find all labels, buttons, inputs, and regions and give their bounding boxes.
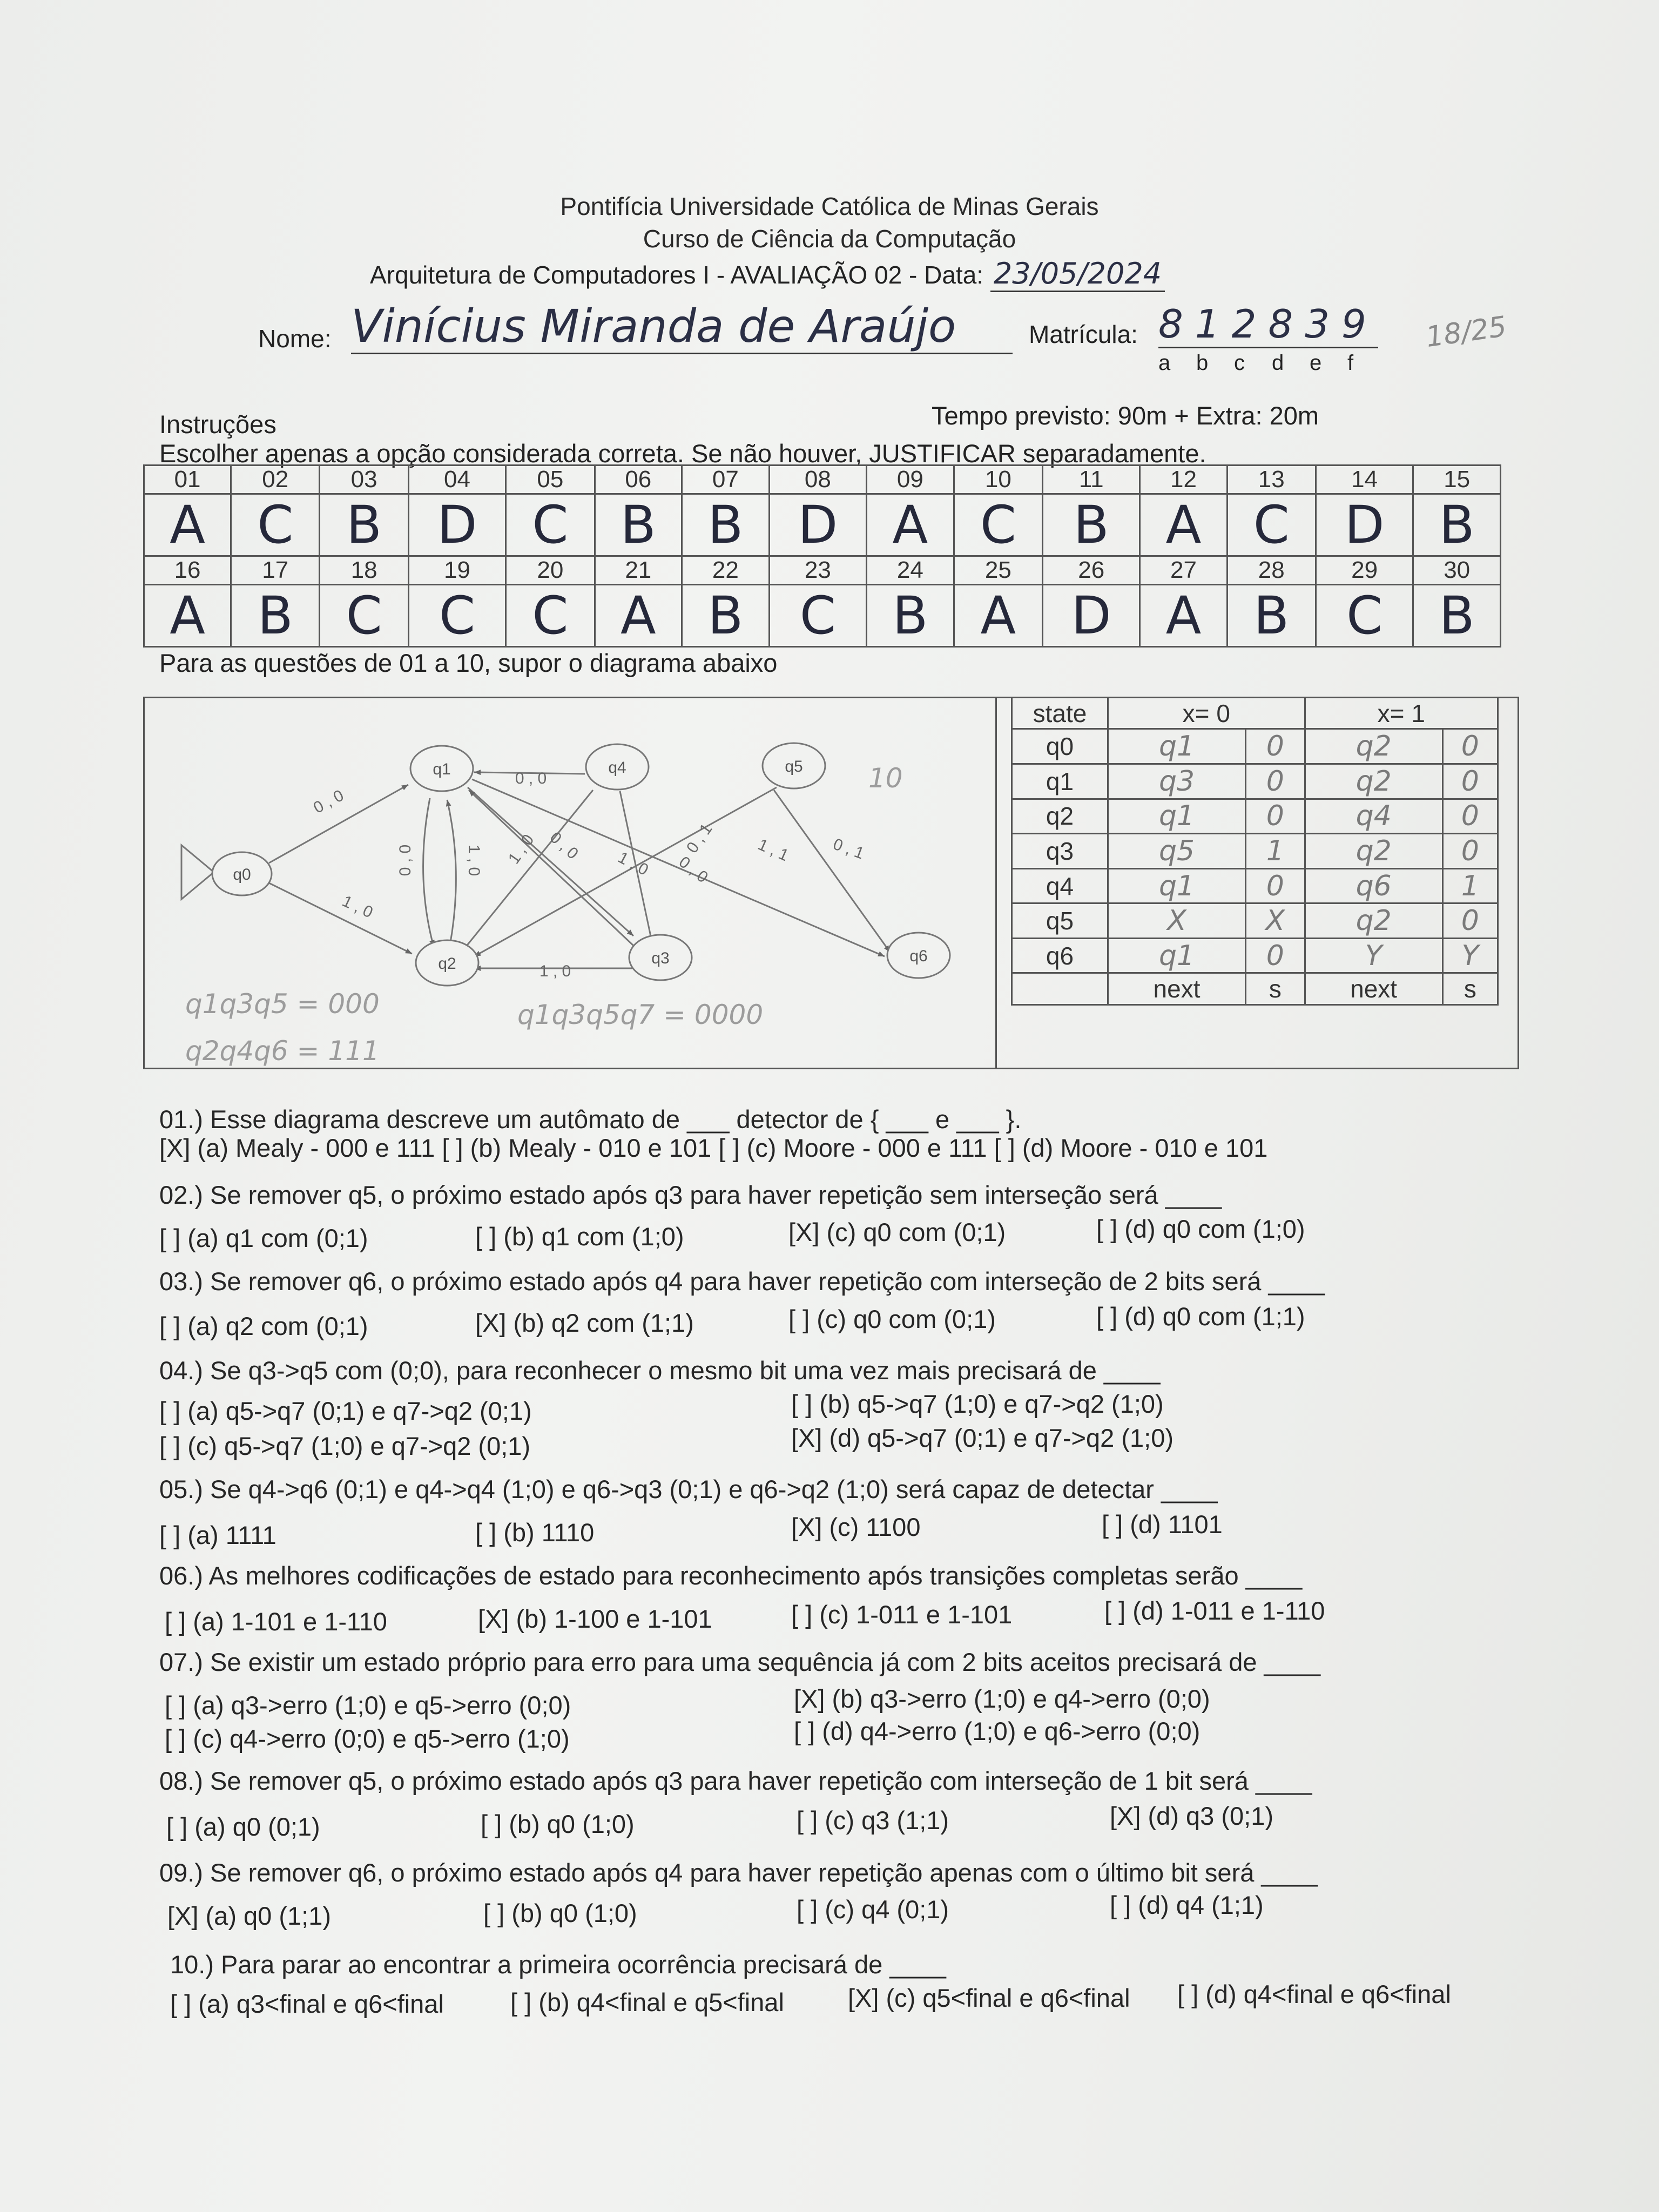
- output-cell: 0: [1246, 764, 1305, 799]
- table-header: x= 1: [1305, 698, 1498, 729]
- output-cell: 0: [1246, 799, 1305, 834]
- table-footer: next: [1108, 973, 1246, 1005]
- edge-label: 1 , 0: [339, 892, 376, 922]
- output-cell: Y: [1442, 938, 1498, 973]
- answer-cell: C: [506, 585, 595, 647]
- state-label: q1: [433, 760, 451, 778]
- question-number: 23: [769, 556, 866, 585]
- question-option[interactable]: [ ] (b) q1 com (1;0): [475, 1222, 684, 1251]
- question-option[interactable]: [X] (a) q0 (1;1): [167, 1901, 331, 1930]
- answer-cell: B: [867, 585, 954, 647]
- state-label: q4: [608, 759, 626, 777]
- question-option[interactable]: [ ] (d) q4->erro (1;0) e q6->erro (0;0): [794, 1717, 1201, 1745]
- question-number: 11: [1042, 466, 1139, 494]
- table-row: [1012, 938, 1498, 973]
- question-number: 12: [1140, 466, 1227, 494]
- question-number: 24: [867, 556, 954, 585]
- question-option[interactable]: [X] (c) 1100: [791, 1513, 921, 1541]
- state-cell: q2: [1012, 799, 1108, 834]
- pencil-note: q1q3q5q7 = 0000: [517, 999, 764, 1030]
- question-option[interactable]: [ ] (d) q4<final e q6<final: [1177, 1980, 1451, 2008]
- matricula-letter: a: [1158, 351, 1171, 375]
- state-cell: q4: [1012, 868, 1108, 903]
- question-number: 18: [320, 556, 408, 585]
- next-cell: q1: [1108, 729, 1246, 764]
- answer-cell: A: [867, 494, 954, 556]
- next-cell: q1: [1108, 938, 1246, 973]
- question-number: 28: [1227, 556, 1316, 585]
- question-number: 03: [320, 466, 408, 494]
- question-option[interactable]: [X] (b) q3->erro (1;0) e q4->erro (0;0): [794, 1684, 1210, 1713]
- table-footer-empty: [1012, 973, 1108, 1005]
- output-cell: 0: [1442, 903, 1498, 939]
- question-option[interactable]: [X] (a) Mealy - 000 e 111 [ ] (b) Mealy - 010 e 101 [ ] (c) Moore - 000 e 111 [ ] (d) Moore - 010 e 101: [159, 1134, 1268, 1162]
- question-option[interactable]: [ ] (a) q0 (0;1): [166, 1812, 320, 1841]
- edge-label: 1 , 0: [504, 831, 538, 867]
- question-number: 27: [1140, 556, 1227, 585]
- next-cell: q2: [1305, 764, 1442, 799]
- question-option[interactable]: [ ] (a) q1 com (0;1): [159, 1224, 368, 1252]
- answer-cell: C: [408, 585, 505, 647]
- next-cell: q5: [1108, 834, 1246, 869]
- next-cell: q2: [1305, 729, 1442, 764]
- output-cell: 0: [1442, 764, 1498, 799]
- answer-cell: A: [1140, 494, 1227, 556]
- exam-title-text: Arquitetura de Computadores I - AVALIAÇÃO 02 - Data:: [370, 261, 984, 289]
- answer-cell: C: [231, 494, 320, 556]
- score-note: 18/25: [1424, 310, 1509, 354]
- question-option[interactable]: [ ] (b) q0 (1;0): [483, 1899, 637, 1927]
- question-option[interactable]: [ ] (d) q0 com (1;1): [1096, 1302, 1305, 1331]
- diagram-divider: [995, 697, 997, 1069]
- output-cell: 0: [1442, 834, 1498, 869]
- answer-cell: C: [769, 585, 866, 647]
- question-number: 20: [506, 556, 595, 585]
- answer-cell: B: [682, 494, 770, 556]
- question-option[interactable]: [ ] (b) q0 (1;0): [481, 1810, 635, 1838]
- edge-q5-q6: [774, 790, 890, 952]
- table-header: state: [1012, 698, 1108, 729]
- pencil-note: q2q4q6 = 111: [185, 1035, 380, 1067]
- question-number: 10: [954, 466, 1042, 494]
- next-cell: q2: [1305, 834, 1442, 869]
- question-option[interactable]: [ ] (b) q5->q7 (1;0) e q7->q2 (1;0): [791, 1390, 1164, 1418]
- state-cell: q3: [1012, 834, 1108, 869]
- student-name: Vinícius Miranda de Araújo: [351, 300, 1013, 354]
- edge-label: 0 , 0: [675, 853, 712, 887]
- matricula-letters: [1158, 351, 1385, 375]
- answer-cell: B: [595, 494, 682, 556]
- output-cell: 0: [1442, 729, 1498, 764]
- matricula-letter: c: [1234, 351, 1245, 375]
- state-table: [1011, 697, 1499, 1006]
- state-label: q2: [438, 955, 456, 973]
- matricula-value: 812839: [1158, 301, 1378, 348]
- question-number: 13: [1227, 466, 1316, 494]
- answer-cell: B: [1227, 585, 1316, 647]
- state-cell: q1: [1012, 764, 1108, 799]
- matricula-letter: b: [1196, 351, 1209, 375]
- pencil-note: 10: [868, 763, 903, 794]
- edge-q1-q2: [423, 798, 434, 947]
- table-header: x= 0: [1108, 698, 1305, 729]
- question-text: 06.) As melhores codificações de estado para reconhecimento após transições completas serão ____: [159, 1561, 1303, 1590]
- answer-cell: B: [1413, 494, 1501, 556]
- question-text: 01.) Esse diagrama descreve um autômato de ___ detector de { ___ e ___ }.: [159, 1105, 1022, 1134]
- edge-label: 0 , 1: [831, 835, 867, 863]
- question-option[interactable]: [ ] (a) q3<final e q6<final: [170, 1990, 444, 2018]
- state-cell: q0: [1012, 729, 1108, 764]
- edge-label: 0 , 0: [515, 770, 547, 787]
- question-text: 05.) Se q4->q6 (0;1) e q4->q4 (1;0) e q6->q3 (0;1) e q6->q2 (1;0) será capaz de detectar ____: [159, 1475, 1218, 1503]
- question-text: 03.) Se remover q6, o próximo estado após q4 para haver repetição com interseção de 2 bits será ____: [159, 1267, 1325, 1296]
- course-title: Curso de Ciência da Computação: [643, 225, 1016, 253]
- edge-q0-q2: [269, 883, 412, 954]
- output-cell: 0: [1442, 799, 1498, 834]
- table-footer: s: [1246, 973, 1305, 1005]
- state-label: q5: [785, 758, 803, 775]
- output-cell: 0: [1246, 729, 1305, 764]
- answer-cell: A: [1140, 585, 1227, 647]
- answer-cell: C: [506, 494, 595, 556]
- state-diagram: [145, 698, 994, 1068]
- question-number: 30: [1413, 556, 1501, 585]
- next-cell: q2: [1305, 903, 1442, 939]
- question-option[interactable]: [X] (b) 1-100 e 1-101: [478, 1604, 712, 1633]
- matricula-letter: d: [1272, 351, 1284, 375]
- matricula-label: Matrícula:: [1029, 320, 1138, 348]
- question-number: 05: [506, 466, 595, 494]
- question-text: 08.) Se remover q5, o próximo estado após q3 para haver repetição com interseção de 1 bit será ____: [159, 1766, 1312, 1795]
- question-option[interactable]: [ ] (a) q5->q7 (0;1) e q7->q2 (0;1): [159, 1397, 532, 1425]
- answer-cell: A: [954, 585, 1042, 647]
- question-option[interactable]: [ ] (c) q0 com (0;1): [788, 1305, 996, 1333]
- table-row: [1012, 834, 1498, 869]
- next-cell: q1: [1108, 799, 1246, 834]
- question-number: 02: [231, 466, 320, 494]
- output-cell: 0: [1246, 868, 1305, 903]
- question-option[interactable]: [X] (c) q0 com (0;1): [788, 1218, 1006, 1246]
- answer-cell: D: [769, 494, 866, 556]
- diagram-caption: Para as questões de 01 a 10, supor o diagrama abaixo: [159, 649, 778, 677]
- question-number: 04: [408, 466, 505, 494]
- table-footer: s: [1442, 973, 1498, 1005]
- question-option[interactable]: [ ] (a) 1111: [159, 1521, 276, 1549]
- pencil-note: q1q3q5 = 000: [185, 988, 380, 1020]
- question-option[interactable]: [ ] (c) q4 (0;1): [797, 1895, 949, 1924]
- next-cell: q1: [1108, 868, 1246, 903]
- answer-cell: B: [682, 585, 770, 647]
- table-row: [1012, 903, 1498, 939]
- question-number: 29: [1316, 556, 1413, 585]
- question-text: 10.) Para parar ao encontrar a primeira ocorrência precisará de ____: [170, 1950, 946, 1979]
- table-row: [1012, 764, 1498, 799]
- state-table-footer: [1012, 973, 1498, 1005]
- question-number: 26: [1042, 556, 1139, 585]
- question-option[interactable]: [ ] (a) q2 com (0;1): [159, 1312, 368, 1340]
- answer-cell: B: [320, 494, 408, 556]
- question-number: 21: [595, 556, 682, 585]
- question-number: 19: [408, 556, 505, 585]
- table-footer: next: [1305, 973, 1442, 1005]
- answer-cell: D: [1316, 494, 1413, 556]
- answer-cell: A: [144, 494, 231, 556]
- edge-label: 0 , 0: [546, 828, 582, 863]
- edge-label: 1 , 0: [615, 848, 651, 879]
- state-cell: q6: [1012, 938, 1108, 973]
- question-option[interactable]: [ ] (d) 1101: [1102, 1510, 1223, 1539]
- state-label: q0: [233, 866, 251, 884]
- output-cell: X: [1246, 903, 1305, 939]
- question-option[interactable]: [ ] (d) 1-011 e 1-110: [1104, 1596, 1325, 1625]
- question-option[interactable]: [X] (b) q2 com (1;1): [475, 1309, 694, 1337]
- question-text: 04.) Se q3->q5 com (0;0), para reconhecer o mesmo bit uma vez mais precisará de ____: [159, 1356, 1161, 1385]
- question-option[interactable]: [ ] (a) q3->erro (1;0) e q5->erro (0;0): [165, 1691, 571, 1719]
- question-option[interactable]: [ ] (c) q4->erro (0;0) e q5->erro (1;0): [165, 1724, 570, 1753]
- instructions-text: Escolher apenas a opção considerada correta. Se não houver, JUSTIFICAR separadamente.: [159, 439, 1206, 468]
- question-number: 22: [682, 556, 770, 585]
- output-cell: 0: [1246, 938, 1305, 973]
- output-cell: 1: [1442, 868, 1498, 903]
- table-row: [1012, 729, 1498, 764]
- edge-label: 0 , 1: [683, 820, 716, 857]
- instructions-title: Instruções: [159, 410, 276, 439]
- output-cell: 1: [1246, 834, 1305, 869]
- question-option[interactable]: [ ] (b) q4<final e q5<final: [510, 1988, 784, 2017]
- question-option[interactable]: [X] (d) q3 (0;1): [1110, 1802, 1273, 1830]
- state-table-header: [1012, 698, 1498, 729]
- question-number: 14: [1316, 466, 1413, 494]
- matricula-letter: e: [1310, 351, 1322, 375]
- answer-cell: D: [1042, 585, 1139, 647]
- answer-cell: B: [231, 585, 320, 647]
- university-title: Pontifícia Universidade Católica de Minas Gerais: [560, 192, 1099, 220]
- question-text: 02.) Se remover q5, o próximo estado após q3 para haver repetição sem interseção será ____: [159, 1181, 1222, 1209]
- answer-cell: C: [1227, 494, 1316, 556]
- answer-cell: D: [408, 494, 505, 556]
- matricula-letter: f: [1347, 351, 1354, 375]
- exam-date: 23/05/2024: [990, 257, 1165, 292]
- question-text: 07.) Se existir um estado próprio para erro para uma sequência já com 2 bits aceitos precisará de ____: [159, 1648, 1321, 1676]
- answer-cell: C: [954, 494, 1042, 556]
- question-number: 09: [867, 466, 954, 494]
- question-number: 16: [144, 556, 231, 585]
- answer-cell: C: [320, 585, 408, 647]
- answer-cell: A: [144, 585, 231, 647]
- start-marker: [181, 845, 214, 899]
- edge-label: 1 , 0: [539, 962, 571, 980]
- question-option[interactable]: [ ] (c) q5->q7 (1;0) e q7->q2 (0;1): [159, 1432, 531, 1460]
- question-number: 01: [144, 466, 231, 494]
- question-number: 17: [231, 556, 320, 585]
- edge-label: 0 , 0: [311, 786, 347, 817]
- exam-title: [370, 257, 1165, 291]
- state-label: q3: [651, 949, 670, 967]
- state-label: q6: [909, 947, 928, 965]
- answer-cell: B: [1042, 494, 1139, 556]
- question-text: 09.) Se remover q6, o próximo estado após q4 para haver repetição apenas com o último bit será ____: [159, 1858, 1318, 1887]
- edge-label: 0 , 0: [396, 844, 414, 876]
- answer-grid: [143, 464, 1501, 648]
- question-option[interactable]: [ ] (d) q4 (1;1): [1110, 1891, 1264, 1919]
- name-label: Nome:: [258, 325, 332, 353]
- question-option[interactable]: [ ] (a) 1-101 e 1-110: [165, 1607, 387, 1636]
- next-cell: q6: [1305, 868, 1442, 903]
- table-row: [1012, 868, 1498, 903]
- next-cell: q3: [1108, 764, 1246, 799]
- answer-numbers-row-2: [144, 556, 1501, 585]
- question-option[interactable]: [ ] (c) q3 (1;1): [797, 1806, 949, 1835]
- question-number: 06: [595, 466, 682, 494]
- question-option[interactable]: [ ] (b) 1110: [475, 1518, 595, 1547]
- question-option[interactable]: [X] (c) q5<final e q6<final: [848, 1984, 1130, 2012]
- answer-cell: B: [1413, 585, 1501, 647]
- question-option[interactable]: [ ] (d) q0 com (1;0): [1096, 1215, 1305, 1243]
- edge-label: 1 , 1: [755, 835, 792, 865]
- table-row: [1012, 799, 1498, 834]
- question-option[interactable]: [ ] (c) 1-011 e 1-101: [791, 1600, 1013, 1629]
- answer-letters-row-2: [144, 585, 1501, 647]
- answer-cell: C: [1316, 585, 1413, 647]
- state-cell: q5: [1012, 903, 1108, 939]
- time-info: Tempo previsto: 90m + Extra: 20m: [932, 401, 1319, 430]
- question-number: 25: [954, 556, 1042, 585]
- next-cell: Y: [1305, 938, 1442, 973]
- question-number: 15: [1413, 466, 1501, 494]
- question-number: 08: [769, 466, 866, 494]
- edge-q2-q1: [447, 800, 456, 946]
- edge-label: 1 , 0: [465, 844, 483, 876]
- question-number: 07: [682, 466, 770, 494]
- question-option[interactable]: [X] (d) q5->q7 (0;1) e q7->q2 (1;0): [791, 1424, 1174, 1452]
- next-cell: X: [1108, 903, 1246, 939]
- answer-numbers-row-1: [144, 466, 1501, 494]
- next-cell: q4: [1305, 799, 1442, 834]
- answer-letters-row-1: [144, 494, 1501, 556]
- answer-cell: A: [595, 585, 682, 647]
